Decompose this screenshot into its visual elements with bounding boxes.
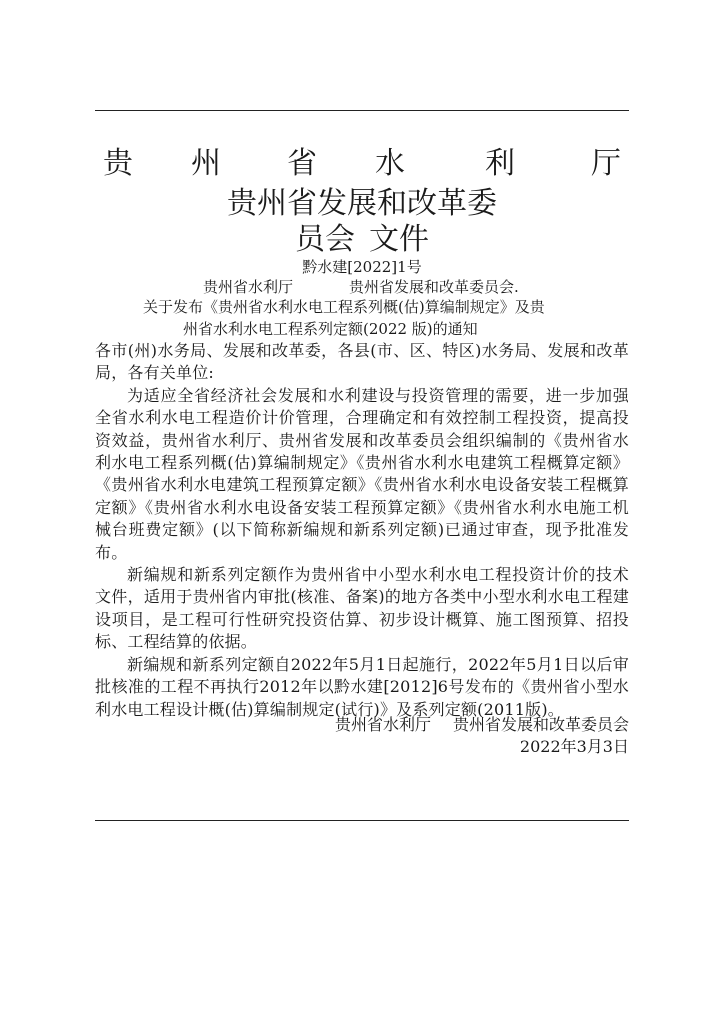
title-char: 厅 [591, 146, 621, 181]
salutation: 各市(州)水务局、发展和改革委，各县(市、区、特区)水务局、发展和改革局，各有关单位: [95, 341, 629, 383]
issuers [203, 276, 519, 298]
bottom-rule [95, 820, 629, 821]
title-line-1 [0, 146, 724, 182]
paragraph-2: 新编规和新系列定额作为贵州省中小型水利水电工程投资计价的技术文件，适用于贵州省内审批(核准、备案)的地方各类中小型水利水电工程建设项目，是工程可行性研究投资估算、初步设计概算、施工图预算、招投标、工程结算的依据。 [95, 565, 629, 652]
subject-line-2: 州省水利水电工程系列定额(2022 版)的通知 [183, 320, 478, 338]
signature-org-2: 贵州省发展和改革委员会 [452, 715, 629, 734]
document-number: 黔水建[2022]1号 [302, 258, 422, 276]
title-char: 贵 [103, 146, 133, 181]
issuer-right: 贵州省发展和改革委员会. [349, 278, 519, 296]
title-char: 利 [485, 146, 515, 181]
title-line-3-part1: 员会 [295, 222, 355, 257]
title-char: 省 [287, 146, 317, 181]
title-line-3 [0, 222, 724, 258]
title-char: 水 [375, 146, 405, 181]
signature-orgs [290, 714, 629, 736]
title-line-2: 贵州省发展和改革委 [227, 186, 497, 221]
issuer-left: 贵州省水利厅 [203, 278, 294, 296]
subject-line-1: 关于发布《贵州省水利水电工程系列概(估)算编制规定》及贵 [143, 298, 545, 316]
notice-subject [143, 296, 629, 340]
paragraph-1: 为适应全省经济社会发展和水利建设与投资管理的需要，进一步加强全省水利水电工程造价计价管理，合理确定和有效控制工程投资，提高投资效益，贵州省水利厅、贵州省发展和改革委员会组织编制的《贵州省水利水电工程系列概(估)算编制规定》《贵州省水利水电建筑工程概算定额》《贵州省水利水电建筑工程预算定额》《贵州省水利水电设备安装工程概算定额》《贵州省水利水电设备安装工程预算定额》《贵州省水利水电施工机械台班费定额》(以下简称新编规和新系列定额)已通过审查，现予批准发布。 [95, 385, 629, 562]
paragraph-3: 新编规和新系列定额自2022年5月1日起施行，2022年5月1日以后审批核准的工程不再执行2012年以黔水建[2012]6号发布的《贵州省小型水利水电工程设计概(估)算编制规定(试行)》及系列定额(2011版)。 [95, 654, 629, 719]
signature-org-1: 贵州省水利厅 [334, 715, 431, 734]
title-line-3-part2: 文件 [369, 222, 429, 257]
notice-body [95, 340, 629, 721]
signature-date: 2022年3月3日 [519, 737, 629, 756]
title-char: 州 [191, 146, 221, 181]
top-rule [95, 110, 629, 111]
